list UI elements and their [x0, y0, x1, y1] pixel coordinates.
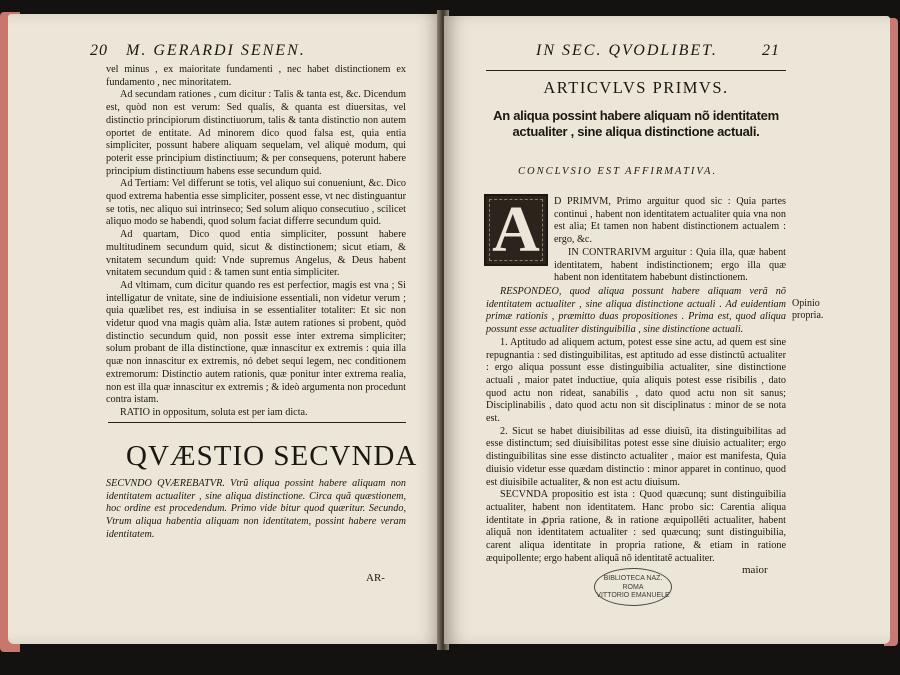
right-catchword: maior: [742, 564, 768, 576]
right-paragraph: 2. Sicut se habet diuisibilitas ad esse diuisũ, ita distinguibilitas ad esse distinctum; sed diuisibilitas potest esse sine diuisio actualiter; ergo distinguibilitas sine esse distincto actualiter , maior est manifesta, Quia diuisio videtur esse quædam distinctio : minor apparet in continuo, quod est diuisibile actualiter, & non est actu diuisum.: [486, 425, 786, 488]
right-paragraph: IN CONTRARIVM arguitur : Quia illa, quæ habent identitatem, habent indistinctionem; ergo illa quæ habent non identitatem habebunt distinctionem.: [554, 246, 786, 284]
question-title: QVÆSTIO SECVNDA: [126, 440, 418, 472]
conclusion-head: CONCLVSIO EST AFFIRMATIVA.: [518, 166, 718, 177]
right-paragraph: SECVNDA propositio est ista : Quod quæcunq; sunt distinguibilia actualiter, habent non identitatem. Hanc probo sic: Carentia aliqua identitate in ꝓpria ratione, & in ratione æquipollẽti actualiter, habent aliquã non identitatem actualiter : sed quæcunq; sunt distinguibilia, carent aliqua identitate in propria ratione, & etiam in ratione æquipollente; ergo habent aliquã nõ identitatẽ actualiter.: [486, 489, 786, 564]
left-catchword: AR-: [366, 572, 385, 584]
dropcap-initial: [484, 194, 548, 266]
section-rule: [108, 422, 406, 423]
margin-note: Opinio propria.: [792, 298, 824, 321]
right-running-head: IN SEC. QVODLIBET.: [536, 42, 718, 59]
left-page: [8, 14, 442, 644]
left-paragraph: Ad Tertiam: Vel differunt se totis, vel aliquo sui conueniunt, &c. Dico quod extrema habentia esse simpliciter, possent esse, vt nec distinguantur se totis, nec aliquo sui intrinseco; Sed solum aliquo consecutiuo , scilicet aliquo modo se habendi, quod solum faciat differre secundum quid.: [106, 178, 406, 228]
article-rule-top: [486, 70, 786, 71]
left-page-number: 20: [90, 42, 108, 59]
right-paragraph: 1. Aptitudo ad aliquem actum, potest esse sine actu, ad quem est sine repugnantia : sed distinguibilitas, est aptitudo ad esse distinctũ actualiter : ergo aliqua possunt esse distinguibilia actualiter, sine distinctione actuali , maior patet inductiue, quia aliquis potest esse risibilis , dato quod actu non rideat, sanabilis , dato quod actu non sit sanus; Disciplinabilis , dato quod actu non sit disciplinatus : minor de se nota est.: [486, 336, 786, 425]
left-paragraph: vel minus , ex maioritate fundamenti , nec habet distinctionem ex fundamento , nec minoritatem.: [106, 64, 406, 88]
left-paragraph: Ad secundam rationes , cum dicitur : Talis & tanta est, &c. Dicendum est, quòd non est verum: Sed qualis, & quanta est diuersitas, vel distinctio principiorum distinctiuorum, talis & tanta distinctio non autem oportet de entitate. Ad minorem dico quod falsa est, quia entia simpliciter, possunt habere aliquam sequelam, vel aliquè modum, qui poterit esse principium distinctiuum; & per consequens, poterunt habere principium distinctiuum habens esse secundum quid.: [106, 89, 406, 177]
right-paragraph: D PRIMVM, Primo arguitur quod sic : Quia partes continui , habent non identitatem actualiter quia vna non est alia; Et tamen non habent distinctionem actualem : ergo, &c.: [554, 196, 786, 246]
right-page-number: 21: [762, 42, 780, 59]
article-title: ARTICVLVS PRIMVS.: [543, 78, 729, 97]
right-body: [486, 286, 786, 565]
dropcap-letter: A: [492, 193, 540, 266]
stamp-line: VITTORIO EMANUELE: [596, 592, 670, 599]
left-paragraph: RATIO in oppositum, soluta est per iam dicta.: [120, 406, 308, 418]
question-text: SECVNDO QVÆREBATVR. Vtrũ aliqua possint habere aliquam non identitatem actualiter , sine aliqua distinctione. Circa quã quæstionem, hoc ordine est procedendum. Primo vide bitur quod quæritur. Secundo, Vtrum aliqua habentia aliquam non identitatem, possint habere veram identitatem.: [106, 478, 406, 540]
stamp-line: BIBLIOTECA NAZ.: [603, 575, 663, 582]
library-stamp: [594, 568, 672, 606]
right-page: [444, 16, 890, 644]
article-question: An aliqua possint habere aliquam nõ identitatem actualiter , sine aliqua distinctione actuali.: [493, 108, 779, 139]
left-paragraph: Ad vltimam, cum dicitur quando res est perfectior, magis est vna ; Si intelligatur de vnitate, sine de indiuisione essentiali, non videtur verum ; quia quælibet res, est indiuisa in se essentialiter totaliter: Et sic non videtur quod vna magis quàm alia. Istæ autem rationes si probent, quòd distinctio secundum quid, non possit esse inter extrema simpliciter; solum probant de illa distinctione, quæ innascitur ex extremis : quia illa quæ non innascitur ex extremis, nó debet sequi legem, nec conditionem extremorum: Distinctio autem rationis, quæ ponitur inter extrema realia, non est illa quæ innascitur ex extremis ; & ideò argumenta non procedunt contra istam.: [106, 279, 406, 406]
left-paragraph: Ad quartam, Dico quod entia simpliciter, possunt habere multitudinem secundum quid, sicut & distinctionem; sicut etiam, & vnitatem secundum quid: Vnde supremus Angelus, & Deus habent vnitatem secundum quid : & tamen sunt entia simpliciter.: [106, 229, 406, 279]
left-body: [106, 64, 406, 420]
stamp-line: ROMA: [622, 583, 644, 591]
left-running-head: M. GERARDI SENEN.: [126, 42, 306, 59]
right-paragraph: RESPONDEO, quod aliqua possunt habere aliquam verã nõ identitatem actualiter , sine aliqua distinctione actuali . Ad euidentiam primæ rationis , præmitto duas propositiones . Prima est, quod aliqua possunt esse actualiter distinguibilia , sine distinctione actuali.: [486, 286, 786, 336]
dropcap-text: [554, 196, 786, 285]
